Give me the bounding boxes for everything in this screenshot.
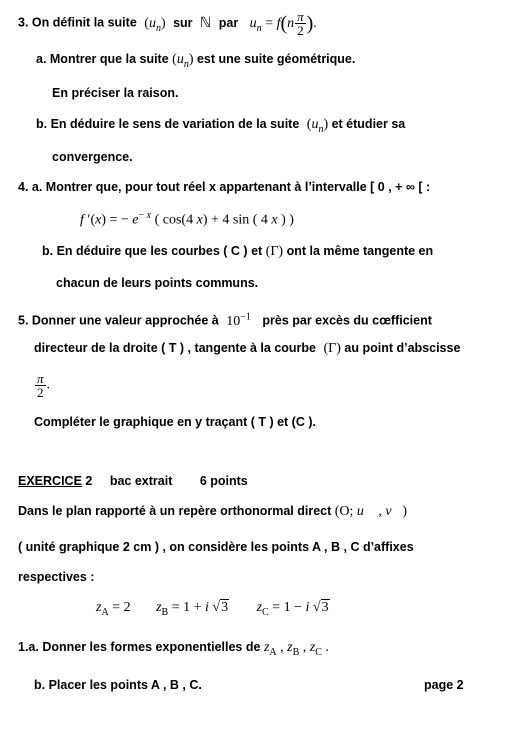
page-number: page 2 [424,678,464,692]
frame-notation: (O; u⃗ , v⃗) [334,504,408,519]
q4-b: b. En déduire que les courbes ( C ) et (Γ) ont la même tangente en [42,244,434,259]
q4-b-line2: chacun de leurs points communs. [56,276,259,290]
q3-b-line2: convergence. [52,150,133,164]
q4-a: 4. a. Montrer que, pour tout réel x appartenant à l’intervalle [ 0 , + ∞ [ : [18,180,431,194]
q5-line1: 5. Donner une valeur approchée à $10^{-1}$ près par excès du cœfficient [18,311,432,329]
exercice-line3: respectives : [18,570,95,584]
exercice-line2: ( unité graphique 2 cm ) , on considère les points A , B , C d’affixes [18,540,414,554]
exercice-q1a: 1.a. Donner les formes exponentielles de $z_A$ , $z_B$ , $z_C$ . [18,640,329,658]
exercice-q1b: b. Placer les points A , B , C. [34,678,202,692]
naturals-symbol: ℕ [200,15,212,31]
q3-a: a. Montrer que la suite $(u_n)$ est une suite géométrique. [36,52,356,70]
exercice-intro: Dans le plan rapporté à un repère orthonormal direct (O; u⃗ , v⃗) [18,504,408,519]
q3-b: b. En déduire le sens de variation de la suite $(u_n)$ et étudier sa [36,117,406,135]
q3-intro: 3. On définit la suite $(u_n)$ sur ℕ par $u_n = f(n$ $\frac{\pi}{2}$ ). [18,9,317,38]
affix-list: $z_A$ , $z_B$ , $z_C$ . [263,640,329,658]
abscissa-pi-over-2: $\frac{\pi}{2}$ . [37,371,51,400]
affixes-formula: $z_A = 2$ $z_B = 1 + i$ √3 $z_C = 1 - i$ √3 [96,600,329,618]
sequence-un: $(u_n)$ [172,52,194,70]
exercice-header: EXERCICE 2 bac extrait 6 points [18,474,248,488]
curve-gamma: (Γ) [323,341,341,356]
derivative-formula: f ′(x) = − $e^{- x}$ ( cos(4 x) + 4 sin ( 4 x ) ) [80,210,294,228]
sequence-un: $(u_n)$ [306,117,329,135]
curve-gamma: (Γ) [265,244,284,259]
q3-a-line2: En préciser la raison. [52,86,179,100]
q5-line4: Compléter le graphique en y traçant ( T ) et (C ). [34,415,316,429]
sequence-definition: $u_n = f(n$ $\frac{\pi}{2}$ ). [249,9,317,38]
precision-value: $10^{-1}$ [226,311,251,329]
sequence-un: $(u_n)$ [144,15,166,34]
q5-line2: directeur de la droite ( T ) , tangente à la courbe (Γ) au point d’abscisse [34,341,461,356]
